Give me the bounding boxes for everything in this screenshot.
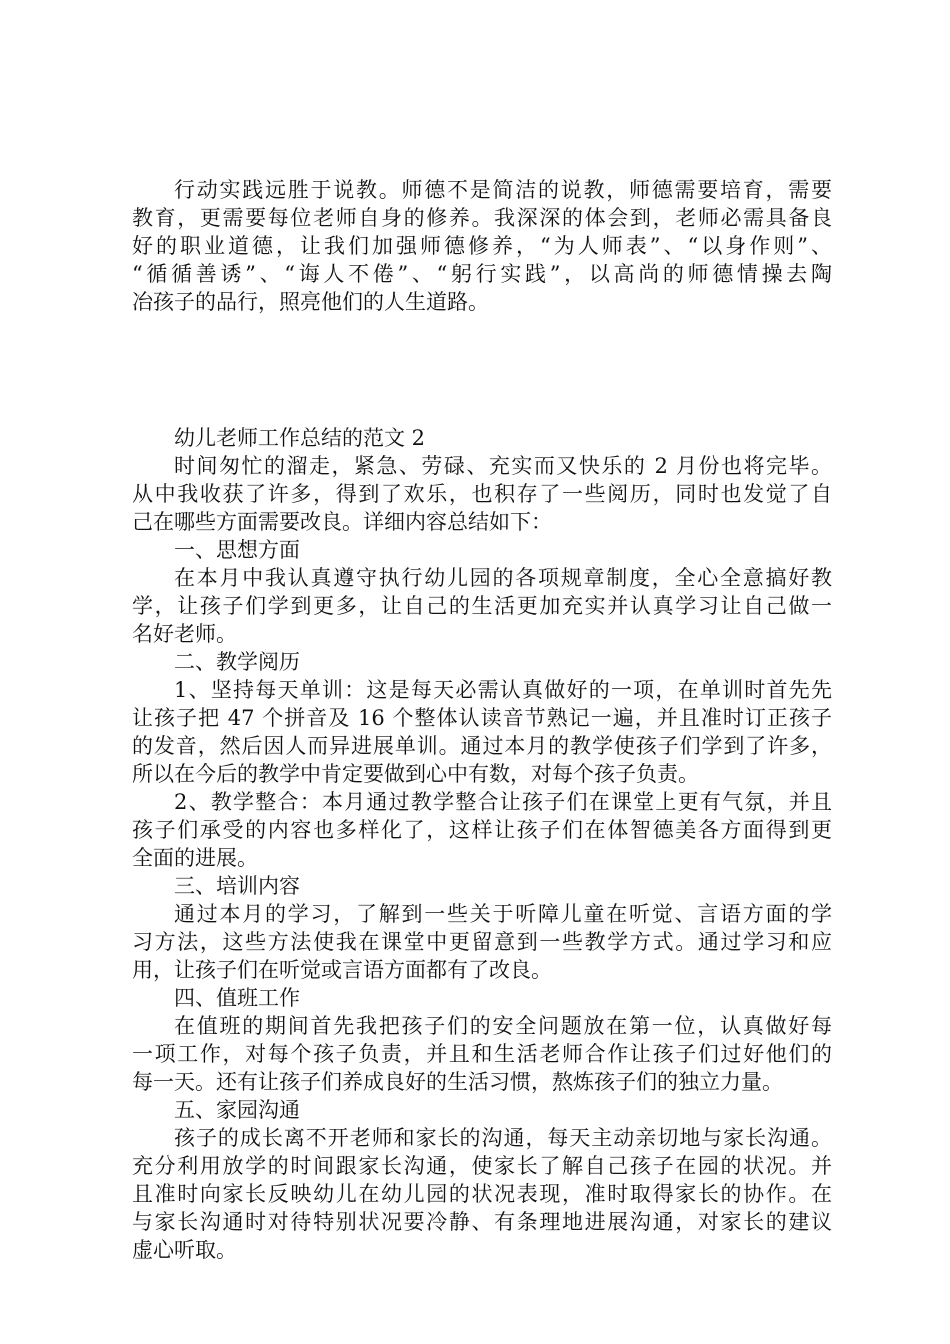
text-line: 教育，更需要每位老师自身的修养。我深深的体会到，老师必需具备良 bbox=[132, 206, 832, 230]
text-line: 让孩子把 47 个拼音及 16 个整体认读音节熟记一遍，并且准时订正孩子 bbox=[132, 706, 832, 730]
text-line: 孩子的成长离不开老师和家长的沟通，每天主动亲切地与家长沟通。 bbox=[174, 1126, 832, 1150]
section-heading: 一、思想方面 bbox=[174, 538, 300, 562]
text-line: 名好老师。 bbox=[132, 622, 237, 646]
text-line: 1、坚持每天单训：这是每天必需认真做好的一项，在单训时首先先 bbox=[174, 678, 832, 702]
text-line: 的发音，然后因人而异进展单训。通过本月的教学使孩子们学到了许多， bbox=[132, 734, 832, 758]
text-line: 虚心听取。 bbox=[132, 1238, 237, 1262]
text-line: 好的职业道德，让我们加强师德修养，“为人师表”、“以身作则”、 bbox=[132, 234, 832, 258]
text-line: 与家长沟通时对待特别状况要冷静、有条理地进展沟通，对家长的建议 bbox=[132, 1210, 832, 1234]
text-line: 从中我收获了许多，得到了欢乐，也积存了一些阅历，同时也发觉了自 bbox=[132, 482, 832, 506]
section-heading: 二、教学阅历 bbox=[174, 650, 300, 674]
text-line: 2、教学整合：本月通过教学整合让孩子们在课堂上更有气氛，并且 bbox=[174, 790, 832, 814]
text-line: 且准时向家长反映幼儿在幼儿园的状况表现，准时取得家长的协作。在 bbox=[132, 1182, 832, 1206]
text-line: 用，让孩子们在听觉或言语方面都有了改良。 bbox=[132, 958, 552, 982]
text-line: 通过本月的学习，了解到一些关于听障儿童在听觉、言语方面的学 bbox=[174, 902, 832, 926]
section-heading: 四、值班工作 bbox=[174, 986, 300, 1010]
text-line: 在本月中我认真遵守执行幼儿园的各项规章制度，全心全意搞好教 bbox=[174, 566, 832, 590]
text-line: 学，让孩子们学到更多，让自己的生活更加充实并认真学习让自己做一 bbox=[132, 594, 832, 618]
text-line: “循循善诱”、“诲人不倦”、“躬行实践”，以高尚的师德情操去陶 bbox=[132, 262, 832, 286]
text-line: 孩子们承受的内容也多样化了，这样让孩子们在体智德美各方面得到更 bbox=[132, 818, 832, 842]
text-line: 冶孩子的品行，照亮他们的人生道路。 bbox=[132, 290, 489, 314]
text-line: 充分利用放学的时间跟家长沟通，使家长了解自己孩子在园的状况。并 bbox=[132, 1154, 832, 1178]
text-line: 全面的进展。 bbox=[132, 846, 258, 870]
text-line: 所以在今后的教学中肯定要做到心中有数，对每个孩子负责。 bbox=[132, 762, 699, 786]
text-line: 在值班的期间首先我把孩子们的安全问题放在第一位，认真做好每 bbox=[174, 1014, 832, 1038]
text-line: 每一天。还有让孩子们养成良好的生活习惯，熬炼孩子们的独立力量。 bbox=[132, 1070, 783, 1094]
article-title: 幼儿老师工作总结的范文 2 bbox=[174, 426, 426, 450]
section-heading: 三、培训内容 bbox=[174, 874, 300, 898]
text-line: 行动实践远胜于说教。师德不是简洁的说教，师德需要培育，需要 bbox=[174, 178, 832, 202]
text-line: 习方法，这些方法使我在课堂中更留意到一些教学方式。通过学习和应 bbox=[132, 930, 832, 954]
text-line: 己在哪些方面需要改良。详细内容总结如下： bbox=[132, 510, 552, 534]
text-line: 一项工作，对每个孩子负责，并且和生活老师合作让孩子们过好他们的 bbox=[132, 1042, 832, 1066]
section-heading: 五、家园沟通 bbox=[174, 1098, 300, 1122]
text-line: 时间匆忙的溜走，紧急、劳碌、充实而又快乐的 2 月份也将完毕。 bbox=[174, 454, 832, 478]
